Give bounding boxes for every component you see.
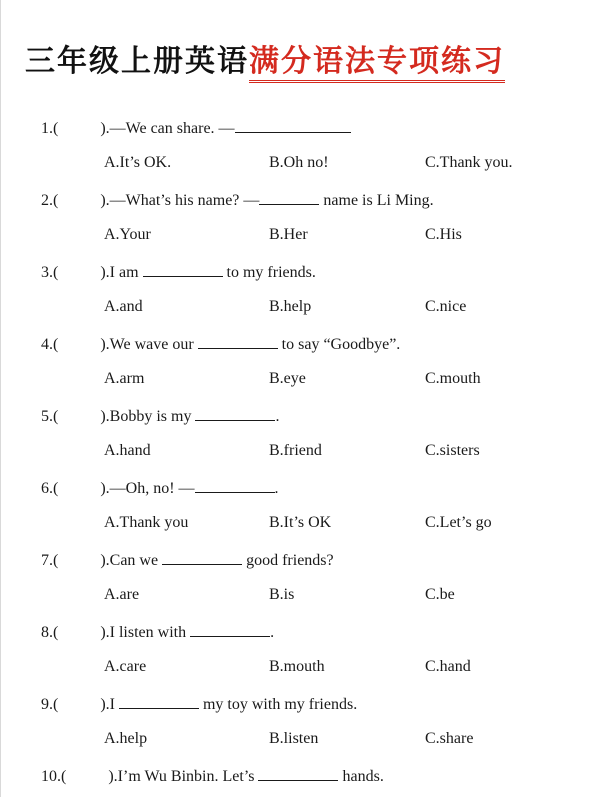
question-close: ).: [108, 768, 118, 785]
question-text-post: .: [274, 480, 279, 497]
question-3: [41, 262, 316, 282]
question-number: 1.(: [41, 120, 59, 137]
question-6: [41, 478, 279, 498]
question-9: [41, 694, 357, 714]
answer-blank[interactable]: [198, 334, 278, 349]
option-c[interactable]: C.His: [425, 226, 462, 243]
answer-blank[interactable]: [195, 478, 275, 493]
option-b[interactable]: B.listen: [269, 730, 319, 747]
question-number: 3.(: [41, 264, 59, 281]
option-a[interactable]: A.It’s OK.: [104, 154, 172, 171]
question-text-pre: I listen with: [109, 624, 191, 641]
question-close: ).: [100, 408, 110, 425]
question-text-pre: —What’s his name? —: [109, 192, 260, 209]
answer-blank[interactable]: [143, 262, 223, 277]
answer-blank[interactable]: [119, 694, 199, 709]
option-c[interactable]: C.sisters: [425, 442, 480, 459]
question-close: ).: [100, 552, 110, 569]
question-text-post: to my friends.: [222, 264, 316, 281]
question-text-post: to say “Goodbye”.: [277, 336, 401, 353]
option-b[interactable]: B.friend: [269, 442, 322, 459]
option-b[interactable]: B.It’s OK: [269, 514, 332, 531]
question-number: 9.(: [41, 696, 59, 713]
question-close: ).: [100, 480, 110, 497]
question-text-pre: Bobby is my: [109, 408, 196, 425]
answer-blank[interactable]: [258, 766, 338, 781]
option-b[interactable]: B.mouth: [269, 658, 325, 675]
question-4: [41, 334, 400, 354]
question-text-pre: I: [109, 696, 119, 713]
question-number: 5.(: [41, 408, 59, 425]
question-close: ).: [100, 120, 110, 137]
answer-blank[interactable]: [259, 190, 319, 205]
option-c[interactable]: C.Thank you.: [425, 154, 513, 171]
question-text-pre: Can we: [109, 552, 163, 569]
question-number: 7.(: [41, 552, 59, 569]
option-b[interactable]: B.help: [269, 298, 312, 315]
question-text-post: .: [270, 624, 275, 641]
question-number: 4.(: [41, 336, 59, 353]
question-text-pre: —Oh, no! —: [109, 480, 195, 497]
option-a[interactable]: A.and: [104, 298, 143, 315]
page-title: [25, 36, 585, 80]
option-b[interactable]: B.eye: [269, 370, 306, 387]
question-number: 8.(: [41, 624, 59, 641]
question-close: ).: [100, 624, 110, 641]
question-close: ).: [100, 264, 110, 281]
question-text-pre: We wave our: [109, 336, 198, 353]
option-c[interactable]: C.hand: [425, 658, 471, 675]
question-10: [41, 766, 384, 786]
answer-blank[interactable]: [162, 550, 242, 565]
option-a[interactable]: A.are: [104, 586, 140, 603]
question-close: ).: [100, 336, 110, 353]
option-a[interactable]: A.Thank you: [104, 514, 189, 531]
option-c[interactable]: C.mouth: [425, 370, 481, 387]
question-number: 6.(: [41, 480, 59, 497]
option-a[interactable]: A.hand: [104, 442, 151, 459]
question-text-post: hands.: [338, 768, 384, 785]
answer-blank[interactable]: [195, 406, 275, 421]
question-7: [41, 550, 334, 570]
question-text-post: name is Li Ming.: [319, 192, 434, 209]
option-b[interactable]: B.Her: [269, 226, 308, 243]
question-text-pre: I am: [109, 264, 143, 281]
question-text-pre: —We can share. —: [109, 120, 235, 137]
question-5: [41, 406, 279, 426]
question-number: 10.(: [41, 768, 67, 785]
option-a[interactable]: A.care: [104, 658, 147, 675]
option-c[interactable]: C.be: [425, 586, 455, 603]
option-a[interactable]: A.help: [104, 730, 148, 747]
option-b[interactable]: B.is: [269, 586, 295, 603]
question-text-post: .: [275, 408, 280, 425]
question-text-post: my toy with my friends.: [198, 696, 358, 713]
question-close: ).: [100, 192, 110, 209]
option-c[interactable]: C.share: [425, 730, 474, 747]
answer-blank[interactable]: [190, 622, 270, 637]
question-number: 2.(: [41, 192, 59, 209]
question-2: [41, 190, 434, 210]
answer-blank[interactable]: [235, 118, 351, 133]
title-red-part: 满分语法专项练习: [249, 44, 505, 83]
question-text-pre: I’m Wu Binbin. Let’s: [117, 768, 259, 785]
question-1: [41, 118, 351, 138]
option-c[interactable]: C.Let’s go: [425, 514, 492, 531]
question-close: ).: [100, 696, 110, 713]
option-a[interactable]: A.Your: [104, 226, 151, 243]
title-black-part: 三年级上册英语: [25, 44, 249, 79]
question-8: [41, 622, 274, 642]
option-c[interactable]: C.nice: [425, 298, 467, 315]
option-a[interactable]: A.arm: [104, 370, 145, 387]
option-b[interactable]: B.Oh no!: [269, 154, 329, 171]
question-text-post: good friends?: [242, 552, 334, 569]
